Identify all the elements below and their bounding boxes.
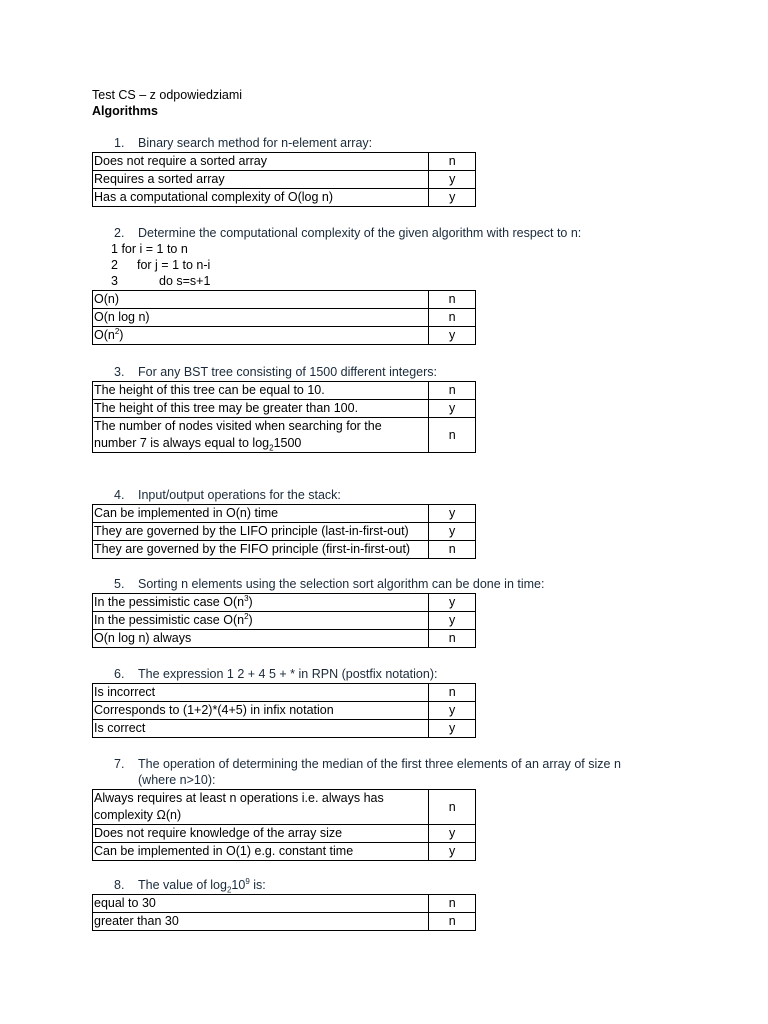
answer-row xyxy=(93,171,476,189)
answer-option: Can be implemented in O(n) time xyxy=(93,505,429,523)
question-number: 2. xyxy=(114,226,125,240)
answer-table xyxy=(92,593,476,648)
question-number: 5. xyxy=(114,577,125,591)
document-subject: Algorithms xyxy=(92,104,158,118)
question-text-mid: 10 xyxy=(231,878,246,892)
answer-table xyxy=(92,789,476,861)
answer-text: In the pessimistic case O(n xyxy=(94,595,245,609)
question-5 xyxy=(92,576,692,648)
question-6 xyxy=(92,666,692,738)
question-number: 1. xyxy=(114,136,125,150)
answer-row xyxy=(93,612,476,630)
answer-option: O(n) xyxy=(93,291,429,309)
question-subscript: 2 xyxy=(226,885,232,895)
answer-table xyxy=(92,290,476,345)
answer-row xyxy=(93,684,476,702)
question-superscript: 9 xyxy=(245,876,250,886)
question-heading xyxy=(92,576,692,592)
question-heading xyxy=(92,666,692,682)
answer-row xyxy=(93,843,476,861)
question-heading xyxy=(92,756,658,788)
answer-option: O(n log n) always xyxy=(93,630,429,648)
answer-option: greater than 30 xyxy=(93,913,429,931)
question-text: The operation of determining the median of the first three elements of an array of size n (where n>10): xyxy=(138,757,621,787)
answer-value: y xyxy=(429,189,476,207)
answer-text-after: ) xyxy=(248,595,253,609)
answer-row xyxy=(93,382,476,400)
answer-option: Corresponds to (1+2)*(4+5) in infix notation xyxy=(93,702,429,720)
answer-value: y xyxy=(429,171,476,189)
answer-value: n xyxy=(429,291,476,309)
answer-value: n xyxy=(429,418,476,453)
question-heading xyxy=(92,877,692,893)
answer-row xyxy=(93,291,476,309)
answer-row xyxy=(93,523,476,541)
answer-text-after: ) xyxy=(119,328,124,342)
answer-value: y xyxy=(429,523,476,541)
answer-table xyxy=(92,894,476,931)
code-line-number: 1 xyxy=(111,242,118,256)
answer-table xyxy=(92,152,476,207)
answer-superscript: 2 xyxy=(244,611,249,621)
question-heading xyxy=(92,135,692,151)
answer-value: n xyxy=(429,541,476,559)
answer-option: The height of this tree can be equal to 10. xyxy=(93,382,429,400)
question-text: Binary search method for n-element array: xyxy=(138,136,373,150)
answer-option: equal to 30 xyxy=(93,895,429,913)
question-text: The expression 1 2 + 4 5 + * in RPN (postfix notation): xyxy=(138,667,438,681)
answer-row xyxy=(93,189,476,207)
answer-value: n xyxy=(429,382,476,400)
question-text: For any BST tree consisting of 1500 different integers: xyxy=(138,365,438,379)
question-number: 4. xyxy=(114,488,125,502)
question-heading xyxy=(92,487,692,503)
answer-row xyxy=(93,895,476,913)
answer-option xyxy=(93,594,429,612)
answer-value: y xyxy=(429,612,476,630)
answer-row xyxy=(93,418,476,453)
answer-row xyxy=(93,702,476,720)
code-line xyxy=(111,273,692,289)
answer-value: y xyxy=(429,400,476,418)
answer-value: n xyxy=(429,684,476,702)
code-line-number: 3 xyxy=(111,274,118,288)
code-line-number: 2 xyxy=(111,258,118,272)
answer-row xyxy=(93,505,476,523)
answer-text: O(n xyxy=(94,328,115,342)
question-8 xyxy=(92,877,692,931)
answer-option: Always requires at least n operations i.e. always has complexity Ω(n) xyxy=(93,790,429,825)
code-line-text: do s=s+1 xyxy=(159,274,211,288)
question-4 xyxy=(92,487,692,559)
answer-value: n xyxy=(429,309,476,327)
answer-option xyxy=(93,612,429,630)
answer-superscript: 2 xyxy=(114,326,120,336)
answer-option: They are governed by the LIFO principle (last-in-first-out) xyxy=(93,523,429,541)
answer-value: y xyxy=(429,843,476,861)
question-number: 7. xyxy=(114,757,125,771)
code-line-text: for i = 1 to n xyxy=(121,242,188,256)
answer-row xyxy=(93,541,476,559)
answer-value: y xyxy=(429,594,476,612)
answer-value: y xyxy=(429,505,476,523)
code-line-text: for j = 1 to n-i xyxy=(137,258,211,272)
question-3 xyxy=(92,364,692,453)
answer-value: n xyxy=(429,790,476,825)
answer-subscript: 2 xyxy=(269,443,274,453)
question-text: The value of log xyxy=(138,878,227,892)
answer-value: n xyxy=(429,895,476,913)
answer-option: Is incorrect xyxy=(93,684,429,702)
answer-row xyxy=(93,594,476,612)
question-number: 6. xyxy=(114,667,125,681)
answer-row xyxy=(93,790,476,825)
answer-text-after: ) xyxy=(248,613,253,627)
answer-option xyxy=(93,327,429,345)
answer-option: Does not require knowledge of the array size xyxy=(93,825,429,843)
algorithm-code xyxy=(111,241,692,289)
answer-value: n xyxy=(429,153,476,171)
answer-row xyxy=(93,720,476,738)
question-number: 8. xyxy=(114,878,125,892)
answer-superscript: 3 xyxy=(244,593,249,603)
answer-value: y xyxy=(429,825,476,843)
question-text: Input/output operations for the stack: xyxy=(138,488,341,502)
answer-text: In the pessimistic case O(n xyxy=(94,613,245,627)
answer-row xyxy=(93,630,476,648)
answer-option: They are governed by the FIFO principle (first-in-first-out) xyxy=(93,541,429,559)
answer-row xyxy=(93,400,476,418)
answer-option: Does not require a sorted array xyxy=(93,153,429,171)
answer-value: y xyxy=(429,702,476,720)
answer-option: Requires a sorted array xyxy=(93,171,429,189)
question-text-after: is: xyxy=(249,878,266,892)
answer-value: y xyxy=(429,327,476,345)
answer-table xyxy=(92,683,476,738)
question-text: Determine the computational complexity of the given algorithm with respect to n: xyxy=(138,226,582,240)
answer-row xyxy=(93,153,476,171)
answer-option: O(n log n) xyxy=(93,309,429,327)
code-line xyxy=(111,257,692,273)
answer-text-after: 1500 xyxy=(273,436,302,450)
answer-value: n xyxy=(429,630,476,648)
answer-option: Is correct xyxy=(93,720,429,738)
question-1 xyxy=(92,135,692,207)
answer-row xyxy=(93,309,476,327)
question-text: Sorting n elements using the selection sort algorithm can be done in time: xyxy=(138,577,545,591)
question-heading xyxy=(92,364,692,380)
answer-option xyxy=(93,418,429,453)
answer-option: Has a computational complexity of O(log n) xyxy=(93,189,429,207)
code-line xyxy=(111,241,692,257)
answer-value: n xyxy=(429,913,476,931)
answer-option: The height of this tree may be greater than 100. xyxy=(93,400,429,418)
answer-row xyxy=(93,327,476,345)
question-2 xyxy=(92,225,692,345)
document-title: Test CS – z odpowiedziami xyxy=(92,88,243,102)
answer-value: y xyxy=(429,720,476,738)
answer-row xyxy=(93,913,476,931)
answer-option: Can be implemented in O(1) e.g. constant time xyxy=(93,843,429,861)
answer-text: The number of nodes visited when searching for the number 7 is always equal to log xyxy=(94,419,382,450)
question-heading xyxy=(92,225,692,241)
answer-table xyxy=(92,381,476,453)
answer-table xyxy=(92,504,476,559)
question-number: 3. xyxy=(114,365,125,379)
question-7 xyxy=(92,756,692,861)
answer-row xyxy=(93,825,476,843)
